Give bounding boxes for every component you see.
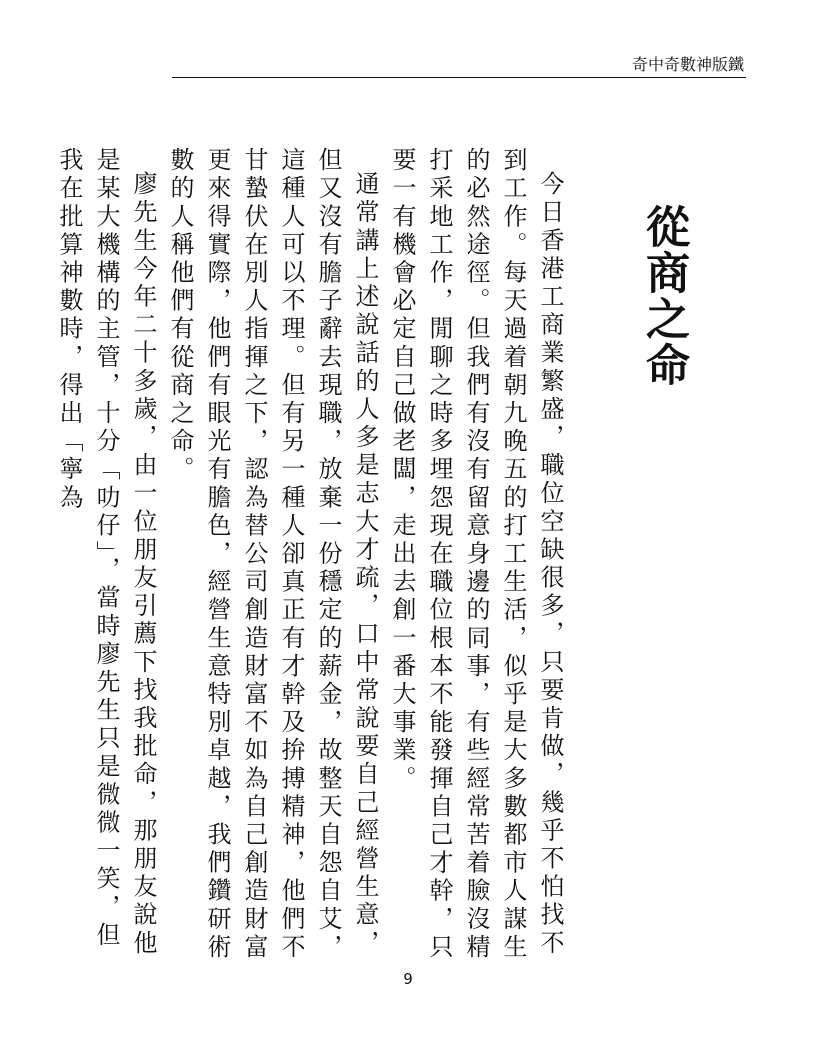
running-header-title: 奇中奇數神版鐵 [631, 55, 744, 74]
paragraph-3: 廖先生今年二十多歲，由一位朋友引薦下找我批命，那朋友說他是某大機構的主管，十分「叻仔」，當時廖先生只是微微一笑，但我在批算神數時，得出「寧為 [55, 147, 157, 958]
body-text [55, 147, 568, 965]
chapter-title: 從商之命 [638, 204, 689, 388]
paragraph-1: 今日香港工商業繁盛，職位空缺很多，只要肯做，幾乎不怕找不到工作。每天過着朝九晚五的打工生活，似乎是大多數都市人謀生的必然途徑。但我們有沒有留意身邊的同事，有些經常苦着臉沒精打采地工作，閒聊之時多埋怨現在職位根本不能發揮自己才幹，只要一有機會必定自己做老闆，走出去創一番大事業。 [388, 147, 564, 962]
page-number: 9 [403, 970, 413, 988]
header-divider [172, 77, 746, 78]
paragraph-2: 通常講上述說話的人多是志大才疏，口中常說要自己經營生意，但又沒有膽子辭去現職，放棄一份穩定的薪金，故整天自怨自艾，這種人可以不理。但有另一種人卻真正有才幹及拚搏精神，他們不甘蟄伏在別人指揮之下，認為替公司創造財富不如為自己創造財富更來得實際，他們有眼光有膽色，經營生意特別卓越，我們鑽研術數的人稱他們有從商之命。 [166, 147, 379, 962]
